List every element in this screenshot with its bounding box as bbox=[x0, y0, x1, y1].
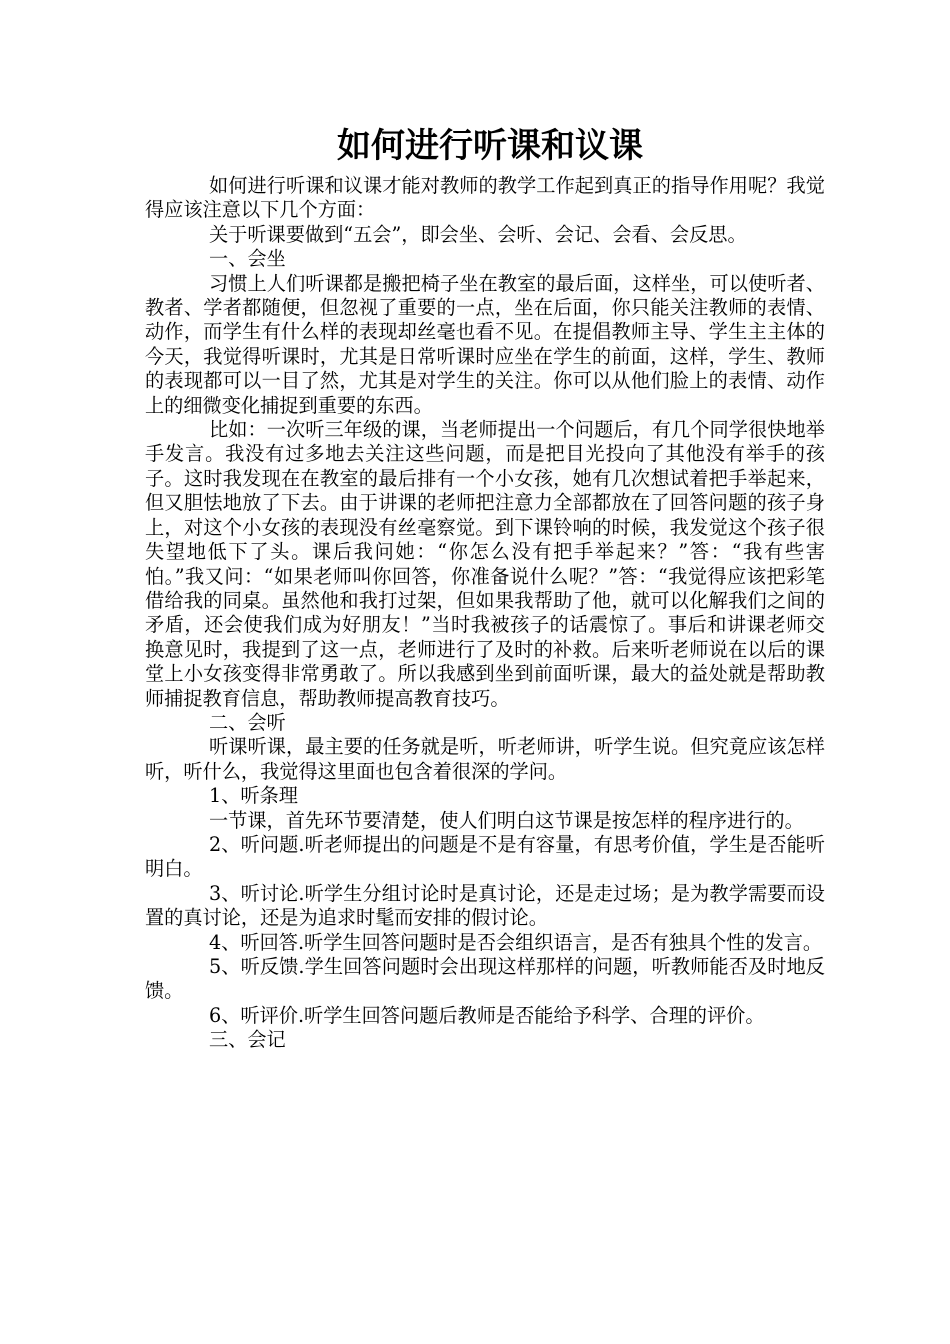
list-item-structure: 1、听条理 bbox=[209, 784, 298, 808]
document-page bbox=[145, 118, 825, 1053]
list-item-questions: 2、听问题.听老师提出的问题是不是有容量，有思考价值，学生是否能听明白。 bbox=[145, 832, 825, 881]
list-item-answers: 4、听回答.听学生回答问题时是否会组织语言，是否有独具个性的发言。 bbox=[209, 930, 823, 954]
list-item-feedback: 5、听反馈.学生回答问题时会出现这样那样的问题，听教师能否及时地反馈。 bbox=[145, 955, 825, 1003]
heading-notes: 三、会记 bbox=[209, 1028, 286, 1052]
paragraph-five-skills: 关于听课要做到“五会”，即会坐、会听、会记、会看、会反思。 bbox=[209, 222, 747, 246]
paragraph-intro: 如何进行听课和议课才能对教师的教学工作起到真正的指导作用呢？我觉得应该注意以下几个方面： bbox=[145, 174, 825, 222]
document-title: 如何进行听课和议课 bbox=[337, 126, 643, 166]
paragraph-example: 比如：一次听三年级的课，当老师提出一个问题后，有几个同学很快地举手发言。我没有过多地去关注这些问题，而是把目光投向了其他没有举手的孩子。这时我发现在在教室的最后排有一个小女孩，她有几次想试着把手举起来，但又胆怯地放了下去。由于讲课的老师把注意力全部都放在了回答问题的孩子身上，对这个小女孩的表现没有丝毫察觉。到下课铃响的时候，我发觉这个孩子很失望地低下了头。课后我问她：“你怎么没有把手举起来？”答：“我有些害怕。”我又问：“如果老师叫你回答，你准备说什么呢？”答：“我觉得应该把彩笔借给我的同桌。虽然他和我打过架，但如果我帮助了他，就可以化解我们之间的矛盾，还会使我们成为好朋友！”当时我被孩子的话震惊了。事后和讲课老师交换意见时，我提到了这一点，老师进行了及时的补救。后来听老师说在以后的课堂上小女孩变得非常勇敢了。所以我感到坐到前面听课，最大的益处就是帮助教师捕捉教育信息，帮助教师提高教育技巧。 bbox=[145, 418, 825, 710]
heading-sitting: 一、会坐 bbox=[209, 247, 286, 271]
paragraph-sitting: 习惯上人们听课都是搬把椅子坐在教室的最后面，这样坐，可以使听者、教者、学者都随便，但忽视了重要的一点，坐在后面，你只能关注教师的表情、动作，而学生有什么样的表现却丝毫也看不见。在提倡教师主导、学生主主体的今天，我觉得听课时，尤其是日常听课时应坐在学生的前面，这样，学生、教师的表现都可以一目了然，尤其是对学生的关注。你可以从他们脸上的表情、动作上的细微变化捕捉到重要的东西。 bbox=[145, 271, 825, 417]
paragraph-structure: 一节课，首先环节要清楚，使人们明白这节课是按怎样的程序进行的。 bbox=[209, 808, 804, 832]
list-item-evaluation: 6、听评价.听学生回答问题后教师是否能给予科学、合理的评价。 bbox=[209, 1003, 765, 1027]
paragraph-listening: 听课听课，最主要的任务就是听，听老师讲，听学生说。但究竟应该怎样听，听什么，我觉得这里面也包含着很深的学问。 bbox=[145, 735, 825, 783]
heading-listening: 二、会听 bbox=[209, 710, 286, 734]
list-item-discussion: 3、听讨论.听学生分组讨论时是真讨论，还是走过场；是为教学需要而设置的真讨论，还是为追求时髦而安排的假讨论。 bbox=[145, 881, 825, 930]
